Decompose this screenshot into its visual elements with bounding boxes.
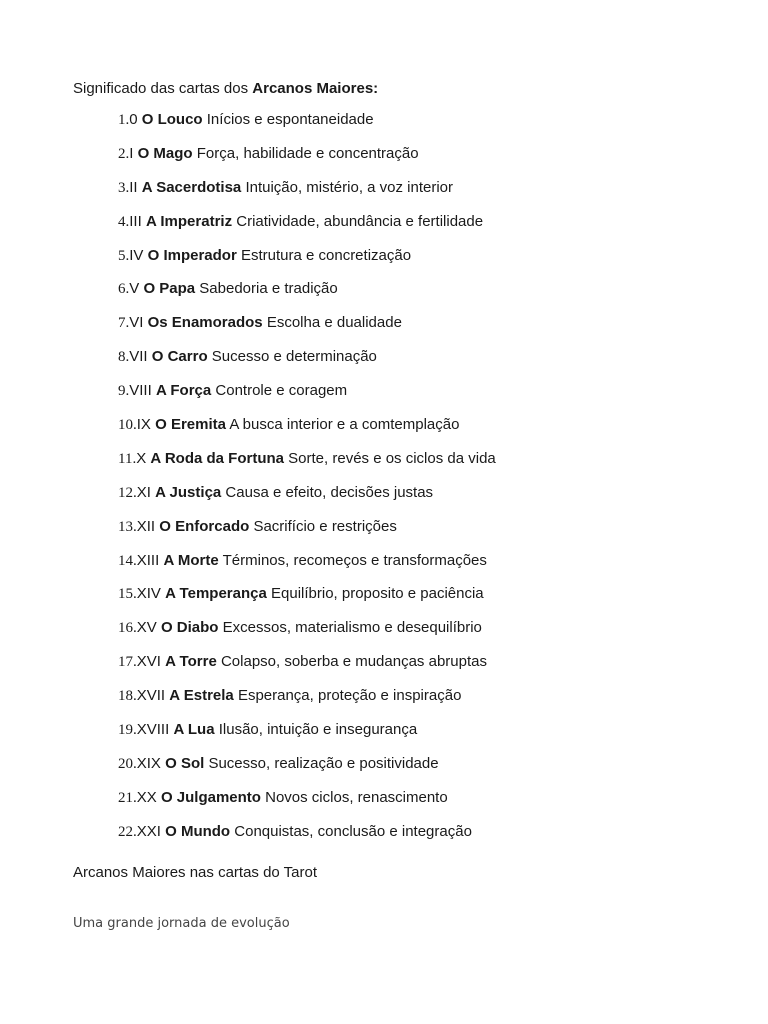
roman-numeral: XVII <box>136 687 166 705</box>
item-number: 7. <box>118 315 130 332</box>
intro-heading <box>73 79 378 99</box>
card-name: O Mago <box>137 144 193 162</box>
card-meaning: Términos, recomeços e transformações <box>222 551 487 569</box>
roman-numeral: II <box>129 178 138 196</box>
card-name: A Justiça <box>155 483 222 501</box>
item-number: 16. <box>118 620 137 637</box>
list-item <box>118 551 496 585</box>
roman-numeral: V <box>129 280 140 298</box>
intro-emphasis: Arcanos Maiores: <box>252 80 379 97</box>
card-name: O Louco <box>141 111 203 128</box>
item-number: 1. <box>118 112 130 128</box>
item-number: 17. <box>118 654 137 671</box>
list-item <box>118 279 496 313</box>
roman-numeral: XVI <box>136 653 161 671</box>
item-number: 3. <box>118 179 130 196</box>
item-number: 13. <box>118 518 137 535</box>
item-number: 21. <box>118 789 137 806</box>
card-meaning: Sacrifício e restrições <box>253 517 397 535</box>
card-name: A Morte <box>163 551 219 569</box>
card-meaning: Estrutura e concretização <box>240 246 412 264</box>
list-item <box>118 652 496 686</box>
list-item <box>118 347 496 381</box>
item-number: 10. <box>118 417 137 434</box>
card-name: O Julgamento <box>160 788 261 806</box>
item-number: 4. <box>118 213 130 230</box>
card-meaning: A busca interior e a comtemplação <box>229 416 460 434</box>
list-item <box>118 686 496 720</box>
card-meaning: Conquistas, conclusão e integração <box>234 822 472 840</box>
list-item <box>118 144 496 178</box>
item-number: 19. <box>118 722 137 739</box>
card-name: A Estrela <box>169 687 234 705</box>
roman-numeral: XVIII <box>136 721 170 739</box>
card-meaning: Esperança, proteção e inspiração <box>237 687 462 705</box>
roman-numeral: I <box>129 144 134 162</box>
card-name: A Imperatriz <box>145 212 233 230</box>
card-meaning: Escolha e dualidade <box>266 314 402 332</box>
card-name: A Torre <box>165 653 217 671</box>
card-name: A Lua <box>173 721 215 739</box>
card-name: O Imperador <box>147 246 237 264</box>
card-name: Os Enamorados <box>147 314 263 332</box>
item-number: 5. <box>118 247 130 264</box>
item-number: 11. <box>118 450 137 467</box>
item-number: 6. <box>118 281 130 298</box>
list-item <box>118 313 496 347</box>
item-number: 18. <box>118 688 137 705</box>
roman-numeral: VII <box>129 348 148 366</box>
card-name: O Papa <box>143 280 196 298</box>
card-meaning: Sucesso, realização e positividade <box>208 754 439 772</box>
roman-numeral: XX <box>136 788 157 806</box>
list-item <box>118 381 496 415</box>
card-meaning: Intuição, mistério, a voz interior <box>245 178 454 196</box>
list-item <box>118 517 496 551</box>
list-item <box>118 584 496 618</box>
card-name: O Mundo <box>165 822 231 840</box>
roman-numeral: 0 <box>129 111 138 128</box>
card-meaning: Inícios e espontaneidade <box>206 111 374 128</box>
card-meaning: Criatividade, abundância e fertilidade <box>236 212 484 230</box>
list-item <box>118 212 496 246</box>
card-name: O Sol <box>165 754 205 772</box>
list-item <box>118 822 496 856</box>
arcana-list <box>118 110 496 856</box>
item-number: 12. <box>118 484 137 501</box>
card-name: O Diabo <box>160 619 219 637</box>
roman-numeral: III <box>129 212 142 230</box>
list-item <box>118 110 496 144</box>
roman-numeral: IV <box>129 246 144 264</box>
item-number: 2. <box>118 145 130 162</box>
card-name: O Eremita <box>155 416 226 434</box>
list-item <box>118 720 496 754</box>
list-item <box>118 415 496 449</box>
list-item <box>118 754 496 788</box>
card-meaning: Ilusão, intuição e insegurança <box>218 721 418 739</box>
list-item <box>118 246 496 280</box>
card-meaning: Sorte, revés e os ciclos da vida <box>288 449 496 467</box>
section-title: Arcanos Maiores nas cartas do Tarot <box>73 864 318 881</box>
card-meaning: Sabedoria e tradição <box>199 280 338 298</box>
item-number: 20. <box>118 755 137 772</box>
card-name: O Carro <box>151 348 208 366</box>
roman-numeral: XI <box>136 483 151 501</box>
card-meaning: Novos ciclos, renascimento <box>265 788 448 806</box>
card-name: O Enforcado <box>159 517 250 535</box>
roman-numeral: XV <box>136 619 157 637</box>
card-meaning: Excessos, materialismo e desequilíbrio <box>222 619 482 637</box>
roman-numeral: VIII <box>129 382 152 400</box>
item-number: 22. <box>118 823 137 840</box>
card-meaning: Colapso, soberba e mudanças abruptas <box>220 653 487 671</box>
card-name: A Força <box>155 382 212 400</box>
list-item <box>118 178 496 212</box>
roman-numeral: XIV <box>136 585 161 603</box>
roman-numeral: XXI <box>136 822 161 840</box>
card-meaning: Sucesso e determinação <box>211 348 377 366</box>
list-item <box>118 618 496 652</box>
roman-numeral: XII <box>136 517 156 535</box>
roman-numeral: XIII <box>136 551 160 569</box>
card-name: A Roda da Fortuna <box>150 449 284 467</box>
roman-numeral: X <box>136 449 147 467</box>
list-item <box>118 788 496 822</box>
item-number: 9. <box>118 383 130 400</box>
roman-numeral: VI <box>129 314 144 332</box>
section-subtitle: Uma grande jornada de evolução <box>73 916 290 931</box>
card-meaning: Equilíbrio, proposito e paciência <box>271 585 484 603</box>
list-item <box>118 483 496 517</box>
card-name: A Temperança <box>165 585 267 603</box>
card-meaning: Controle e coragem <box>215 382 348 400</box>
item-number: 15. <box>118 586 137 603</box>
card-name: A Sacerdotisa <box>141 178 242 196</box>
item-number: 8. <box>118 349 130 366</box>
item-number: 14. <box>118 552 137 569</box>
roman-numeral: IX <box>136 416 151 434</box>
intro-prefix: Significado das cartas dos <box>73 80 249 97</box>
list-item <box>118 449 496 483</box>
card-meaning: Causa e efeito, decisões justas <box>225 483 434 501</box>
roman-numeral: XIX <box>136 754 161 772</box>
card-meaning: Força, habilidade e concentração <box>196 144 419 162</box>
